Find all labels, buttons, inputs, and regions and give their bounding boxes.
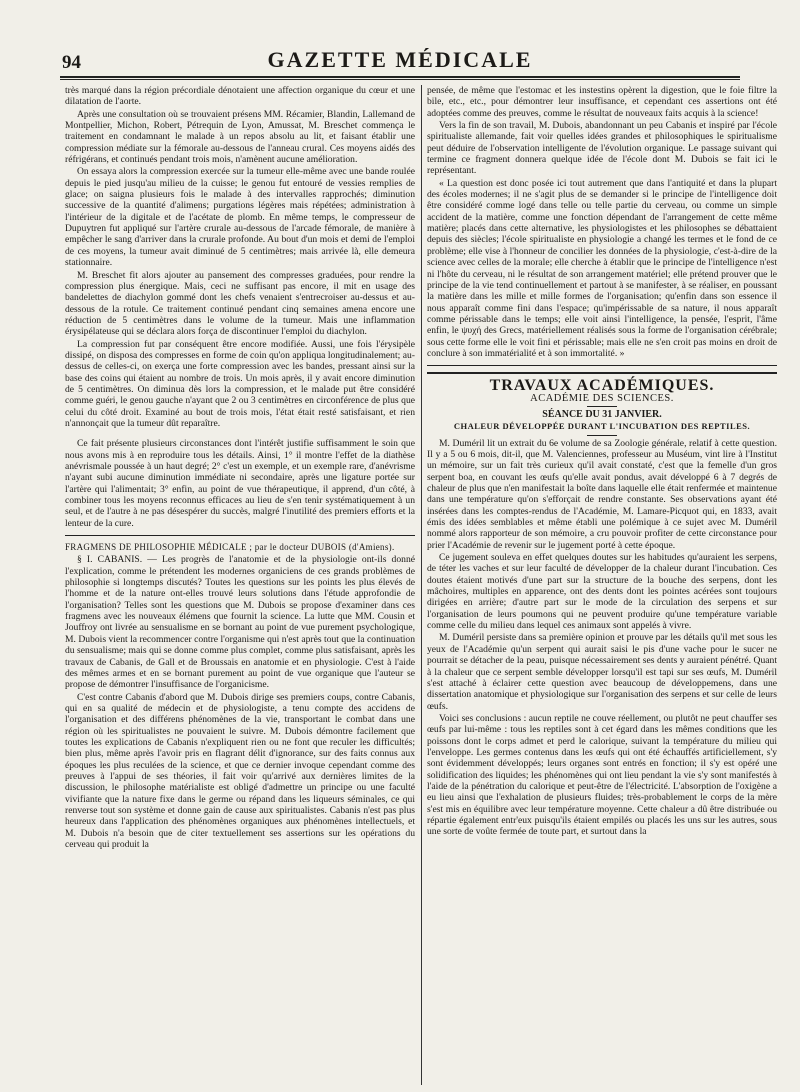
paragraph: Après une consultation où se trouvaient présens MM. Récamier, Blandin, Lallemand de Montpellier, Michon, Robert, Pétrequin de Lyon, Amussat, M. Breschet commença le traitement en condamnant le malade à un repos absolu au lit, et faisant établir une compression médiate sur la fémorale au-dessous de l'anneau crural. Ces moyens aidés des réfrigérans, et continués pendant trois mois, n'amènent aucune amélioration. (65, 108, 415, 166)
paragraph: C'est contre Cabanis d'abord que M. Dubois dirige ses premiers coups, contre Cabanis, qui en sa qualité de médecin et de physiologiste, a tenu compte des accidens de l'organisation et des différens phénomènes de la vie, transportant le combat dans une région où les spiritualistes ne pouvaient le suivre. M. Dubois démontre facilement que toutes les explications de Cabanis n'expliquent rien ou ne font que reculer les difficultés; bien plus, même après l'avoir pris en flagrant délit d'ignorance, sur des faits connus aux époques les plus reculées de la science, et que ce dernier invoque cependant comme des preuves à l'appui de ses théories, il fait voir qu'arrivé aux dernières limites de la discussion, le philosophe matérialiste est obligé d'admettre un principe ou une faculté vivifiante que la nature fixe dans le germe ou répand dans les liqueurs séminales, ce qui renverse tout son système et donne gain de cause aux spiritualistes. Cabanis n'est pas plus heureux dans l'application des phénomènes organiques aux phénomènes intellectuels, et M. Dubois n'a besoin que de citer textuellement ses assertions sur les opérations du cerveau qui produit la (65, 691, 415, 850)
column-divider (421, 85, 422, 1085)
section-divider-thick (427, 372, 777, 374)
masthead-title: GAZETTE MÉDICALE (267, 47, 533, 72)
paragraph: § I. CABANIS. — Les progrès de l'anatomie et de la physiologie ont-ils donné l'explication, comme le prétendent les modernes organiciens de ces grands problèmes de philosophie si longtemps discutés? Toutes les questions sur les points les plus élevés de l'homme et de la nature ont-elles trouvé leurs solutions dans l'étude approfondie de l'organisation? Telles sont les questions que M. Dubois se propose d'examiner dans ces fragmens avec les nouveaux élémens que fournit la science. La lutte que MM. Cousin et Jouffroy ont livrée au sensualisme en se bornant au point de vue purement psychologique, M. Dubois vient la recommencer contre l'organisme qui n'est après tout que la continuation du sensualisme; mais qui se donne comme plus complet, comme plus satisfaisant, après les travaux de Cabanis, de Gall et de Broussais en anatomie et en physiologie. C'est à l'aide des mêmes armes et en se bornant purement au point de vue organique que l'auteur se propose de démontrer l'insuffisance de l'organicisme. (65, 554, 415, 691)
right-column (427, 85, 777, 1085)
session-title: SÉANCE DU 31 JANVIER. (542, 408, 662, 420)
paragraph: très marqué dans la région précordiale dénotaient une affection organique du cœur et une dilatation de l'aorte. (65, 85, 415, 108)
header-rule (60, 76, 740, 78)
paragraph: On essaya alors la compression exercée sur la tumeur elle-même avec une bande roulée depuis le pied jusqu'au milieu de la cuisse; le genou fut entouré de vessies remplies de glace; on saigna plusieurs fois le malade à des intervalles rapprochés; diminution successive de la quantité d'alimens; purgations légères mais répétées; administration à l'intérieur de la digitale et de l'acétate de plomb. En même temps, le compresseur de Dupuytren fut appliqué sur l'artère crurale au-dessous de l'arcade fémorale, de manière à empêcher le sang d'arriver dans la crurale profonde. Au bout d'un mois et demi de l'emploi de ces moyens, la tumeur avait diminué de 5 centimètres; mais arrivée là, elle demeura stationnaire. (65, 166, 415, 269)
left-column (65, 85, 415, 1085)
short-rule (587, 406, 617, 407)
short-rule (587, 435, 617, 436)
paragraph: M. Duméril lit un extrait du 6e volume de sa Zoologie générale, relatif à cette question. Il y a 5 ou 6 mois, dit-il, que M. Valenciennes, professeur au Muséum, vint lire à l'Institut un mémoire, sur un fait très curieux qu'il avait constaté, c'est que la femelle d'un gros serpent boa, en couvant les œufs qu'elle avait pondus, avait développé 6 à 7 degrés de chaleur de plus que n'en manifestait la boîte dans laquelle elle était renfermée et maintenue dans une température qu'on s'efforçait de rendre constante. Ses observations ayant été insérées dans les comptes-rendus de l'Académie, M. Lamare-Picquot qui, en 1833, avait émis des idées semblables et même établi une polémique à ce sujet avec M. Duméril nommé alors rapporteur de son mémoire, a cru pouvoir profiter de cette circonstance pour prier l'Académie de revenir sur le jugement porté à cette époque. (427, 437, 777, 551)
paragraph: Vers la fin de son travail, M. Dubois, abandonnant un peu Cabanis et inspiré par l'école spiritualiste allemande, fait voir quelles idées grandes et philosophiques le spiritualisme peut déduire de l'observation intelligente de l'évolution organique. Le passage suivant qui termine ce fragment donnera quelque idée de l'école dont M. Dubois se fait ici le représentant. (427, 120, 777, 177)
page-number: 94 (62, 52, 81, 73)
section-title: TRAVAUX ACADÉMIQUES. (489, 377, 715, 395)
article-title: CHALEUR DÉVELOPPÉE DURANT L'INCUBATION DES REPTILES. (453, 421, 751, 432)
paragraph: M. Duméril persiste dans sa première opinion et prouve par les détails qu'il met sous les yeux de l'Académie qu'un serpent qui aurait saisi le pis d'une vache pour le sucer ne pourrait se détacher de la peau, puisque nécessairement ses dents y auraient pénétré. Quant à la chaleur que ce serpent semble développer lorsqu'il est tapi sur ses œufs, M. Duméril s'est attaché à éclairer cette question avec beaucoup de développemens, dans une dissertation anatomique et physiologique sur l'organisation des serpens et sur celle de leurs œufs. (427, 632, 777, 712)
paragraph: « La question est donc posée ici tout autrement que dans l'antiquité et dans la plupart des écoles modernes; il ne s'agit plus de se demander si le principe de l'intelligence doit être considéré comme logé dans telle ou telle partie du cerveau, ou comme un simple accident de la matière, comme une fonction dépendant de l'arrangement de cette même matière; placés dans cette alternative, les physiologistes et les philosophes se débattaient depuis des siècles; l'école spiritualiste en physiologie a changé les termes et le fond de ce problème; elle vise à l'honneur de concilier les données de la physiologie, c'est-à-dire de la science avec celles de la morale; elle cherche à établir que le principe de l'intelligence n'est ni l'hôte du cerveau, ni le résultat de son arrangement matériel; elle prétend prouver que le principe de la vie tend continuellement et partout à se manifester, à se réaliser, en poussant la matière dans les mille et mille formes de l'organisation; qu'enfin dans son essence il nous apparaît comme fini dans l'espace; qu'impérissable de sa nature, il nous apparaît comme périssable dans le temps; elle voit ainsi l'intelligence, la pensée, l'esprit, l'âme enfin, le ψυχή des Grecs, matériellement réalisés sous la forme de l'organisation cérébrale; sous cette forme elle le voit fini et périssable; mais elle ne s'en croit pas moins en droit de conclure à son immatérialité et à son immortalité. » (427, 177, 777, 359)
section-title: FRAGMENS DE PHILOSOPHIE MÉDICALE ; par le docteur DUBOIS (d'Amiens). (65, 542, 395, 553)
paragraph: M. Breschet fit alors ajouter au pansement des compresses graduées, pour rendre la compression plus énergique. Mais, ceci ne suffisant pas encore, il mit en usage des bandelettes de diachylon gommé dont les chefs venaient s'entrecroiser au-dessus et au-dessous de la rotule. Ce traitement continué pendant cinq semaines amena encore une réduction de 5 centimètres dans le volume de la tumeur. Mais une inflammation érysipélateuse qui se déclara alors força de discontinuer l'emploi du diachylon. (65, 269, 415, 338)
header-rule-thin (60, 79, 740, 80)
paragraph: Ce jugement souleva en effet quelques doutes sur les habitudes qu'auraient les serpens, de téter les vaches et sur leur faculté de développer de la chaleur durant l'incubation. Ces doutes étaient motivés d'une part sur la structure de la bouche des serpens, dont les mâchoires, multiples en apparence, ont des dents dont les pointes acérées sont toujours dirigées en arrière; d'autre part sur le mode de la circulation des serpens et sur l'organisation de leurs poumons qui ne peuvent produire qu'une température variable comme celle du milieu dans lequel ces animaux sont appelés à vivre. (427, 552, 777, 632)
section-divider (427, 365, 777, 366)
paragraph: Voici ses conclusions : aucun reptile ne couve réellement, ou plutôt ne peut chauffer ses œufs par lui-même : tous les reptiles sont à cet égard dans les mêmes conditions que les poissons dont le corps admet et perd le calorique, suivant la température du milieu qui l'enveloppe. Les germes contenus dans les œufs qui ont été échauffés artificiellement, s'y sont évidemment développés; leurs organes sont entrés en fonction; il s'y est opéré une solidification des liquides; les phénomènes qui ont lieu pendant la vie s'y sont manifestés à l'aide de la pénétration du calorique et peut-être de l'électricité. L'absorption de l'oxigène a eu lieu ainsi que l'exhalation de plusieurs fluides; très-probablement le corps de la mère s'est mis en équilibre avec leur température moyenne. Cette chaleur a dû être distribuée ou répartie également entr'eux puisqu'ils étaient empilés ou placés les uns sur les autres, sous une sorte de voûte fermée de toute part, et surtout dans la (427, 712, 777, 838)
paragraph: pensée, de même que l'estomac et les instestins opèrent la digestion, que le foie filtre la bile, etc., etc., pour démontrer leur insuffisance, et cependant ces assertions ont été adoptées comme des preuves, comme le résultat de nouveaux faits acquis à la science! (427, 85, 777, 119)
paragraph: La compression fut par conséquent être encore modifiée. Aussi, une fois l'érysipèle dissipé, on disposa des compresses en forme de coin qu'on appliqua longitudinalement; au-dessus de celles-ci, on exerça une forte compression avec les bandes, pressant ainsi sur la base des coins qui étaient au nombre de trois. Un mois après, il y avait encore diminution de 5 centimètres. On diminua dès lors la compression, et le malade put être considéré comme guéri, le genou gauche n'ayant que 2 ou 3 centimètres en circonférence de plus que celui du côté droit. Examiné au bout de trois mois, l'état était resté satisfaisant, et rien n'annonçait que la tumeur dût reparaître. (65, 338, 415, 429)
subsection-title: ACADÉMIE DES SCIENCES. (530, 392, 674, 404)
section-divider (65, 535, 415, 536)
paragraph: Ce fait présente plusieurs circonstances dont l'intérêt justifie suffisamment le soin que nous avons mis à en reproduire tous les détails. Ainsi, 1° il montre l'effet de la diathèse anévrismale poussée à un haut degré; 2° c'est un exemple, et un exemple rare, d'anévrisme n'ayant subi aucune diminution immédiate ni secondaire, après une ligature portée sur l'artère qui l'alimentait; 3° enfin, au point de vue thérapeutique, il apprend, d'un côté, à combiner tous les moyens reconnus efficaces au lieu de s'en tenir systématiquement à un seul, et de l'autre à ne pas désespérer du succès, malgré l'inutilité des premiers efforts et la lenteur de la cure. (65, 438, 415, 529)
